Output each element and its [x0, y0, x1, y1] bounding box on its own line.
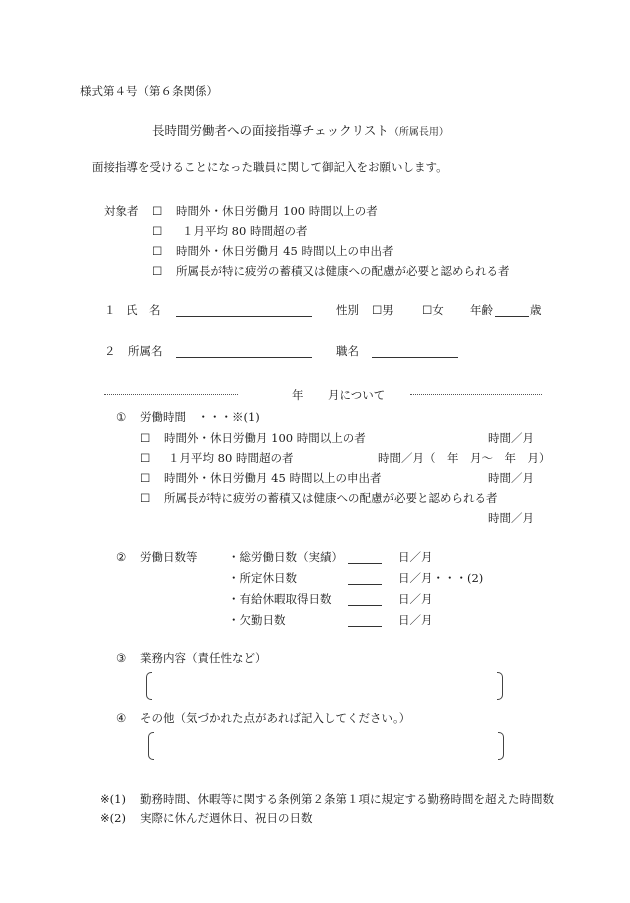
section2-item-1: ・総労働日数（実績）: [228, 550, 343, 564]
section2-marker: ②: [116, 550, 127, 564]
section2-item-3: ・有給休暇取得日数: [228, 592, 332, 606]
target-option-3: 時間外・休日労働月 45 時間以上の申出者: [176, 244, 394, 258]
form-title-main: 長時間労働者への面接指導チェックリスト: [152, 123, 389, 138]
section2-unit-4: 日／月: [398, 613, 433, 627]
section1-item-1: 時間外・休日労働月 100 時間以上の者: [164, 431, 366, 445]
section4-input-area[interactable]: [154, 732, 497, 760]
period-divider-left: [104, 394, 238, 395]
section4-bracket-right: [498, 732, 504, 760]
section1-item-3: 時間外・休日労働月 45 時間以上の申出者: [164, 471, 382, 485]
target-option-4: 所属長が特に疲労の蓄積又は健康への配慮が必要と認められる者: [176, 264, 510, 278]
target-checkbox-1[interactable]: ☐: [152, 204, 163, 218]
section2-unit-1: 日／月: [398, 550, 433, 564]
post-label: 職名: [336, 344, 359, 358]
section1-unit-4: 時間／月: [488, 511, 534, 525]
target-option-1: 時間外・休日労働月 100 時間以上の者: [176, 204, 378, 218]
section1-marker: ①: [116, 410, 127, 424]
section3-marker: ③: [116, 651, 127, 665]
sex-male-checkbox[interactable]: ☐男: [372, 303, 394, 317]
dept-field[interactable]: [176, 357, 312, 358]
sex-female-checkbox[interactable]: ☐女: [422, 303, 444, 317]
section1-checkbox-2[interactable]: ☐: [140, 451, 151, 465]
section2-field-4[interactable]: [348, 626, 382, 627]
note1-text: 勤務時間、休暇等に関する条例第２条第１項に規定する勤務時間を超えた時間数: [140, 792, 554, 806]
section3-label: 業務内容（責任性など）: [140, 651, 267, 665]
name-label: 氏 名: [126, 303, 161, 317]
target-checkbox-3[interactable]: ☐: [152, 244, 163, 258]
section1-unit-1: 時間／月: [488, 431, 534, 445]
section1-checkbox-1[interactable]: ☐: [140, 431, 151, 445]
age-unit: 歳: [530, 303, 542, 317]
note2-mark: ※(2): [100, 811, 126, 825]
dept-label: 所属名: [128, 344, 163, 358]
section4-label: その他（気づかれた点があれば記入してください。）: [140, 711, 411, 725]
age-field[interactable]: [495, 316, 529, 317]
section1-checkbox-4[interactable]: ☐: [140, 491, 151, 505]
section3-input-area[interactable]: [152, 672, 496, 700]
target-checkbox-2[interactable]: ☐: [152, 224, 163, 238]
section1-item-2: １月平均 80 時間超の者: [168, 451, 294, 465]
section1-label: 労働時間 ・・・※(1): [140, 410, 260, 424]
target-option-2: １月平均 80 時間超の者: [182, 224, 308, 238]
form-title: [152, 124, 449, 140]
form-number: 様式第４号（第６条関係）: [80, 84, 218, 98]
section2-label: 労働日数等: [140, 550, 198, 564]
section3-bracket-right: [497, 672, 503, 700]
row2-number: ２: [104, 344, 116, 358]
section1-item-4: 所属長が特に疲労の蓄積又は健康への配慮が必要と認められる者: [164, 491, 498, 505]
section2-unit-3: 日／月: [398, 592, 433, 606]
name-field[interactable]: [176, 316, 312, 317]
period-year: 年: [292, 388, 304, 402]
form-title-suffix: （所属長用）: [388, 127, 449, 138]
period-month-about: 月について: [328, 388, 386, 402]
section2-item-2: ・所定休日数: [228, 571, 297, 585]
row1-number: １: [104, 303, 116, 317]
note1-mark: ※(1): [100, 792, 126, 806]
age-label: 年齢: [470, 303, 493, 317]
post-field[interactable]: [372, 357, 458, 358]
sex-label: 性別: [336, 303, 359, 317]
section4-marker: ④: [116, 711, 127, 725]
section2-item-4: ・欠勤日数: [228, 613, 286, 627]
section2-field-1[interactable]: [348, 563, 382, 564]
section2-field-2[interactable]: [348, 584, 382, 585]
section1-unit-3: 時間／月: [488, 471, 534, 485]
period-divider-right: [410, 394, 542, 395]
section2-unit-2: 日／月・・・(2): [398, 571, 484, 585]
section1-checkbox-3[interactable]: ☐: [140, 471, 151, 485]
target-checkbox-4[interactable]: ☐: [152, 264, 163, 278]
target-label: 対象者: [104, 204, 139, 218]
intro-text: 面接指導を受けることになった職員に関して御記入をお願いします。: [92, 160, 448, 174]
note2-text: 実際に休んだ週休日、祝日の日数: [140, 811, 313, 825]
section1-unit-2: 時間／月（ 年 月～ 年 月）: [378, 451, 551, 465]
section2-field-3[interactable]: [348, 605, 382, 606]
